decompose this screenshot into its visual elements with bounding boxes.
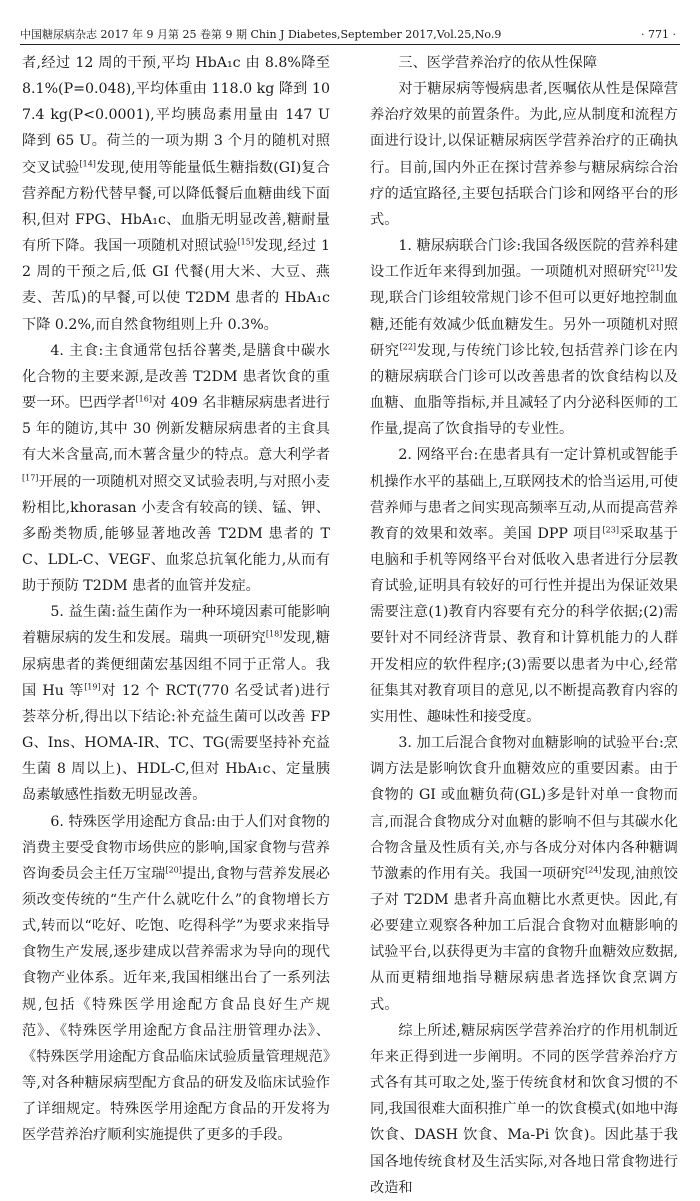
paragraph-staple-food: 4. 主食:主食通常包括谷薯类,是膳食中碳水化合物的主要来源,是改善 T2DM 患者饮食的重要一环。巴西学者[16]对 409 名非糖尿病患者进行 5 年的随访,其中 30 例新发糖尿病患者的主食具有大米含量高,而木薯含量少的特点。意大利学者[17]开展的一项随机对照交叉试验表明,与对照小麦粉相比,khorasan 小麦含有较高的镁、锰、钾、多酚类物质,能够显著地改善 T2DM 患者的 TC、LDL-C、VEGF、血浆总抗氧化能力,从而有助于预防 T2DM 患者的血管并发症。 [22, 342, 330, 595]
right-column [370, 50, 678, 1201]
paragraph-summary: 综上所述,糖尿病医学营养治疗的作用机制近年来正得到进一步阐明。不同的医学营养治疗方式各有其可取之处,鉴于传统食材和饮食习惯的不同,我国很难大面积推广单一的饮食模式(如地中海饮食、DASH 饮食、Ma-Pi 饮食)。因此基于我国各地传统食材及生活实际,对各地日常食物进行改造和 [370, 1022, 678, 1196]
paragraph-continuation: 者,经过 12 周的干预,平均 HbA₁c 由 8.8%降至 8.1%(P=0.048),平均体重由 118.0 kg 降到 107.4 kg(P<0.0001),平均胰岛素用量由 147 U 降到 65 U。荷兰的一项为期 3 个月的随机对照交叉试验[14]发现,使用等能量低生糖指数(GI)复合营养配方粉代替早餐,可以降低餐后血糖曲线下面积,但对 FPG、HbA₁c、血脂无明显改善,糖耐量有所下降。我国一项随机对照试验[15]发现,经过 12 周的干预之后,低 GI 代餐(用大米、大豆、燕麦、苦瓜)的早餐,可以使 T2DM 患者的 HbA₁c 下降 0.2%,而自然食物组则上升 0.3%。 [22, 55, 330, 333]
citation-marker: [15] [237, 237, 254, 247]
paragraph-network-platform: 2. 网络平台:在患者具有一定计算机或智能手机操作水平的基础上,互联网技术的恰当运用,可使营养师与患者之间实现高频率互动,从而提高营养教育的效果和效率。美国 DPP 项目[23]采取基于电脑和手机等网络平台对低收入患者进行分层教育试验,证明具有较好的可行性并提出为保证效果需要注意(1)教育内容要有充分的科学依据;(2)需要针对不同经济背景、教育和计算机能力的人群开发相应的软件程序;(3)需要以患者为中心,经常征集其对教育项目的意见,以不断提高教育内容的实用性、趣味性和接受度。 [370, 447, 678, 725]
paragraph-mixed-food-platform: 3. 加工后混合食物对血糖影响的试验平台:烹调方法是影响饮食升血糖效应的重要因素。由于食物的 GI 或血糖负荷(GL)多是针对单一食物而言,而混合食物成分对血糖的影响不但与其碳水化合物含量及性质有关,亦与各成分对体内各种糖调节激素的作用有关。我国一项研究[24]发现,油煎饺子对 T2DM 患者升高血糖比水煮更快。因此,有必要建立观察各种加工后混合食物对血糖影响的试验平台,以获得更为丰富的食物升血糖效应数据,从而更精细地指导糖尿病患者选择饮食烹调方式。 [370, 735, 678, 1013]
section-heading: 三、医学营养治疗的依从性保障 [398, 55, 598, 71]
citation-marker: [22] [399, 341, 417, 351]
paragraph-special-medical-food: 6. 特殊医学用途配方食品:由于人们对食物的消费主要受食物市场供应的影响,国家食物与营养咨询委员会主任万宝瑞[20]提出,食物与营养发展必须改变传统的“生产什么就吃什么”的食物增长方式,转而以“吃好、吃饱、吃得科学”为要求来指导食物生产发展,逐步建成以营养需求为导向的现代食物产业体系。近年来,我国相继出台了一系列法规,包括《特殊医学用途配方食品良好生产规范》、《特殊医学用途配方食品注册管理办法》、《特殊医学用途配方食品临床试验质量管理规范》等,对各种糖尿病型配方食品的研发及临床试验作了详细规定。特殊医学用途配方食品的开发将为医学营养治疗顺利实施提供了更多的手段。 [22, 813, 330, 1144]
citation-marker: [21] [646, 263, 664, 273]
running-header [20, 26, 680, 44]
journal-citation: 中国糖尿病杂志 2017 年 9 月第 25 卷第 9 期 Chin J Diabetes,September 2017,Vol.25,No.9 [20, 28, 502, 41]
citation-marker: [18] [265, 629, 283, 639]
citation-marker: [14] [79, 158, 96, 168]
citation-marker: [19] [84, 682, 101, 692]
citation-marker: [23] [602, 525, 619, 535]
page-number: · 771 · [641, 28, 676, 41]
citation-marker: [24] [585, 865, 602, 875]
left-column [22, 50, 330, 1149]
citation-marker: [20] [165, 865, 182, 875]
citation-marker: [17] [22, 472, 39, 482]
citation-marker: [16] [135, 394, 152, 404]
header-divider [20, 44, 680, 45]
paragraph-compliance-intro: 对于糖尿病等慢病患者,医嘱依从性是保障营养治疗效果的前置条件。为此,应从制度和流程方面进行设计,以保证糖尿病医学营养治疗的正确执行。目前,国内外正在探讨营养参与糖尿病综合治疗的适宜路径,主要包括联合门诊和网络平台的形式。 [370, 81, 678, 228]
paragraph-probiotics: 5. 益生菌:益生菌作为一种环境因素可能影响着糖尿病的发生和发展。瑞典一项研究[18]发现,糖尿病患者的粪便细菌宏基因组不同于正常人。我国 Hu 等[19]对 12 个 RCT(770 名受试者)进行荟萃分析,得出以下结论:补充益生菌可以改善 FPG、Ins、HOMA-IR、TC、TG(需要坚持补充益生菌 8 周以上)、HDL-C,但对 HbA₁c、定量胰岛素敏感性指数无明显改善。 [22, 604, 330, 804]
paragraph-joint-clinic: 1. 糖尿病联合门诊:我国各级医院的营养科建设工作近年来得到加强。一项随机对照研究[21]发现,联合门诊组较常规门诊不但可以更好地控制血糖,还能有效减少低血糖发生。另外一项随机对照研究[22]发现,与传统门诊比较,包括营养门诊在内的糖尿病联合门诊可以改善患者的饮食结构以及血糖、血脂等指标,并且减轻了内分泌科医师的工作量,提高了饮食指导的专业性。 [370, 238, 678, 438]
